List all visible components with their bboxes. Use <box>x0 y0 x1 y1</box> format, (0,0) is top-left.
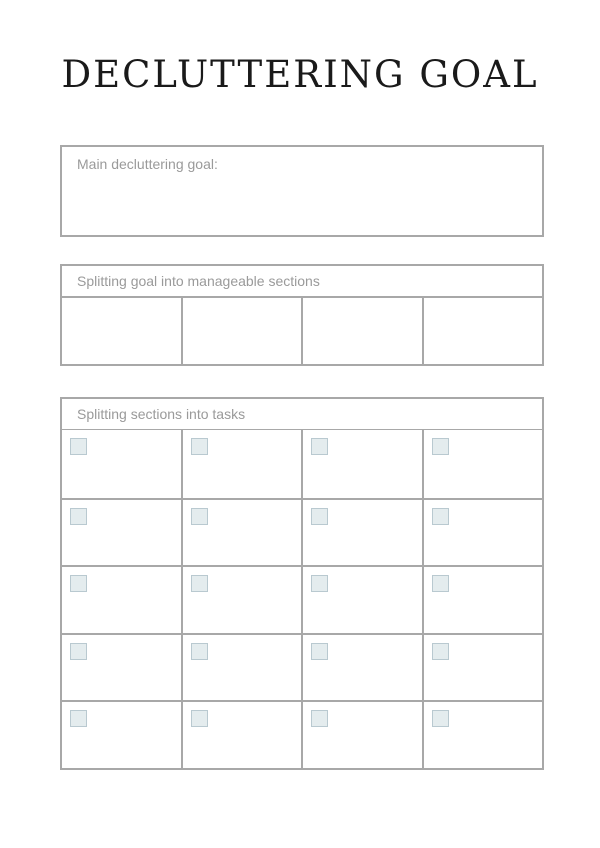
section-cell[interactable] <box>62 298 183 364</box>
task-checkbox[interactable] <box>432 575 449 592</box>
task-checkbox[interactable] <box>311 575 328 592</box>
task-cell[interactable] <box>183 498 304 566</box>
task-cell[interactable] <box>303 498 424 566</box>
section-cell[interactable] <box>303 298 424 364</box>
tasks-grid <box>60 430 544 770</box>
task-cell[interactable] <box>424 498 545 566</box>
task-cell[interactable] <box>303 565 424 633</box>
task-cell[interactable] <box>424 565 545 633</box>
task-checkbox[interactable] <box>191 643 208 660</box>
section-cell[interactable] <box>183 298 304 364</box>
tasks-label: Splitting sections into tasks <box>77 406 246 422</box>
task-cell[interactable] <box>183 430 304 498</box>
task-cell[interactable] <box>303 700 424 768</box>
task-checkbox[interactable] <box>191 508 208 525</box>
task-checkbox[interactable] <box>191 710 208 727</box>
task-cell[interactable] <box>183 565 304 633</box>
task-checkbox[interactable] <box>191 438 208 455</box>
task-cell[interactable] <box>62 430 183 498</box>
task-checkbox[interactable] <box>70 710 87 727</box>
main-goal-box[interactable] <box>60 145 544 237</box>
task-checkbox[interactable] <box>432 710 449 727</box>
sections-grid <box>60 298 544 366</box>
task-checkbox[interactable] <box>432 643 449 660</box>
task-cell[interactable] <box>183 633 304 701</box>
task-checkbox[interactable] <box>70 438 87 455</box>
task-checkbox[interactable] <box>311 643 328 660</box>
task-checkbox[interactable] <box>70 508 87 525</box>
task-checkbox[interactable] <box>432 438 449 455</box>
task-checkbox[interactable] <box>70 643 87 660</box>
task-cell[interactable] <box>303 430 424 498</box>
task-cell[interactable] <box>424 430 545 498</box>
sections-header <box>60 264 544 298</box>
main-goal-label: Main decluttering goal: <box>77 156 218 172</box>
tasks-header <box>60 397 544 431</box>
task-checkbox[interactable] <box>311 710 328 727</box>
task-checkbox[interactable] <box>311 508 328 525</box>
task-checkbox[interactable] <box>432 508 449 525</box>
task-checkbox[interactable] <box>311 438 328 455</box>
task-cell[interactable] <box>62 633 183 701</box>
section-cell[interactable] <box>424 298 545 364</box>
sections-label: Splitting goal into manageable sections <box>77 273 320 289</box>
task-cell[interactable] <box>62 498 183 566</box>
task-cell[interactable] <box>62 565 183 633</box>
task-cell[interactable] <box>303 633 424 701</box>
task-cell[interactable] <box>424 633 545 701</box>
page-title: DECLUTTERING GOAL <box>61 53 539 96</box>
task-cell[interactable] <box>424 700 545 768</box>
task-cell[interactable] <box>183 700 304 768</box>
task-checkbox[interactable] <box>70 575 87 592</box>
task-checkbox[interactable] <box>191 575 208 592</box>
task-cell[interactable] <box>62 700 183 768</box>
